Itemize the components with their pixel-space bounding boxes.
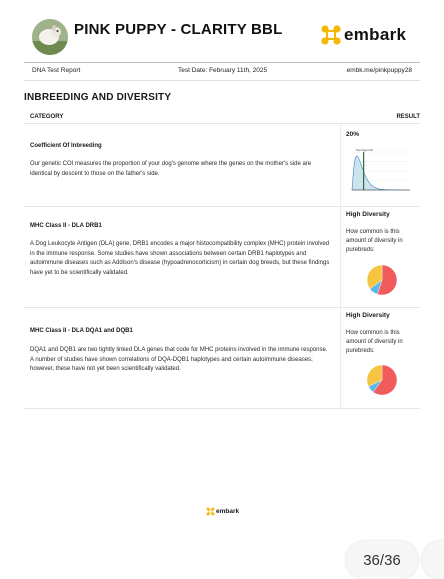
brand-name: embark — [344, 25, 407, 44]
row-divider — [24, 307, 420, 308]
coi-chart-label: Your dog's COI — [355, 149, 374, 152]
column-header-result: RESULT — [396, 114, 420, 120]
row-description-drb1: A Dog Leukocyte Antigen (DLA) gene, DRB1 encodes a major histocompatibility complex (MHC) protein involved in the immune response. Some studies have shown associations between certain DRB1 haplotypes and autoimmune diseases such as Addison's disease (hypoadrenocorticism) in certain dog breeds, but these findings have yet to be scientifically validated. — [30, 241, 330, 276]
report-url[interactable]: embk.me/pinkpuppy28 — [346, 67, 412, 74]
dog-photo-icon — [32, 19, 68, 55]
result-sub-drb1: How common is this amount of diversity in purebreds: — [346, 229, 403, 253]
dog-avatar — [32, 19, 68, 55]
footer-brand: embark — [216, 508, 240, 515]
row-divider — [24, 206, 420, 207]
row-title-drb1: MHC Class II - DLA DRB1 — [30, 223, 102, 229]
drb1-diversity-pie — [360, 262, 400, 298]
row-separator — [340, 308, 341, 408]
meta-divider — [24, 80, 420, 81]
row-description-dqa1-dqb1: DQA1 and DQB1 are two tightly linked DLA genes that code for MHC proteins involved in the immune response. A number of studies have shown correlations of DQA-DQB1 haplotypes and certain autoimmune diseases; however, these have not yet been scientifically validated. — [30, 347, 328, 372]
row-separator — [340, 207, 341, 307]
embark-bone-icon — [320, 24, 342, 46]
row-separator — [340, 124, 341, 206]
next-control[interactable] — [422, 541, 444, 579]
result-sub-dqa1-dqb1: How common is this amount of diversity in purebreds: — [346, 330, 403, 354]
dqa1-dqb1-diversity-pie — [360, 362, 400, 398]
column-divider — [24, 123, 420, 124]
embark-bone-icon — [206, 507, 215, 516]
page-indicator-text: 36/36 — [363, 551, 401, 569]
page-indicator[interactable] — [346, 541, 418, 579]
result-dqa1-dqb1: High Diversity — [346, 312, 390, 319]
brand-logo — [320, 24, 406, 46]
column-header-category: CATEGORY — [30, 114, 64, 120]
result-drb1: High Diversity — [346, 211, 390, 218]
coi-distribution-chart — [350, 146, 412, 196]
result-coi: 20% — [346, 131, 360, 138]
footer-logo — [206, 507, 239, 516]
section-title: INBREEDING AND DIVERSITY — [24, 92, 172, 103]
row-description-coi: Our genetic COI measures the proportion of your dog's genome where the genes on the mother's side are identical by descent to those on the father's side. — [30, 161, 312, 177]
row-title-coi: Coefficient Of Inbreeding — [30, 143, 102, 149]
row-title-dqa1-dqb1: MHC Class II - DLA DQA1 and DQB1 — [30, 328, 133, 334]
report-type: DNA Test Report — [32, 67, 81, 74]
row-divider — [24, 408, 420, 409]
coi-area — [352, 156, 410, 190]
page-title: PINK PUPPY - CLARITY BBL — [74, 21, 283, 38]
test-date: Test Date: February 11th, 2025 — [178, 67, 268, 74]
header-divider — [24, 62, 420, 63]
